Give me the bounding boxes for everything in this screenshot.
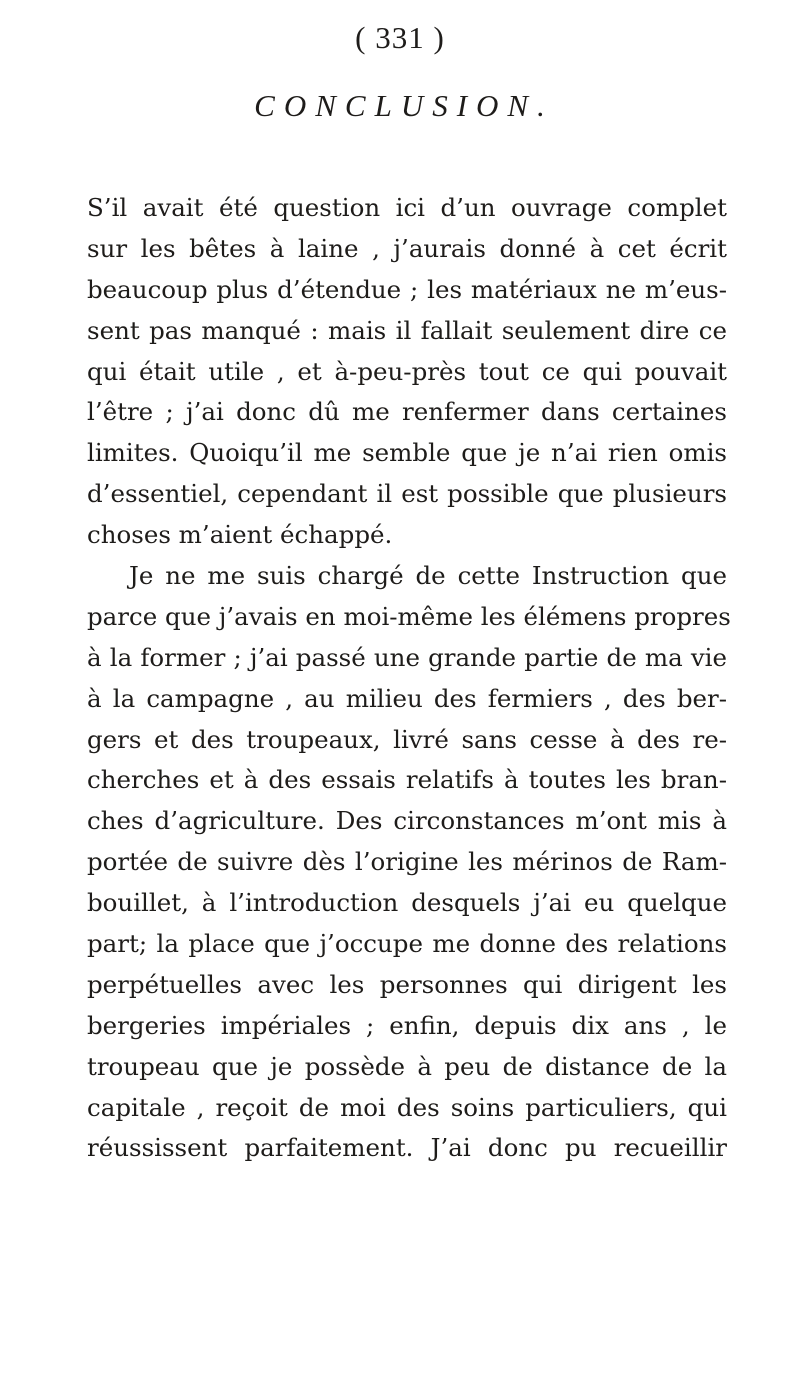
text-line: à la former ; j’ai passé une grande partie de ma vie — [87, 642, 727, 672]
body-text — [87, 188, 731, 1169]
page-number: ( 331 ) — [355, 20, 445, 55]
text-line: capitale , reçoit de moi des soins particuliers, qui — [87, 1092, 727, 1122]
text-line: cherches et à des essais relatifs à toutes les bran- — [87, 765, 727, 795]
text-line: sur les bêtes à laine , j’aurais donné à cet écrit — [87, 233, 727, 263]
chapter-title: CONCLUSION. — [254, 88, 554, 123]
text-line: sent pas manqué : mais il fallait seulement dire ce — [87, 315, 727, 345]
text-line: beaucoup plus d’étendue ; les matériaux ne m’eus- — [87, 274, 727, 304]
text-line: gers et des troupeaux, livré sans cesse à des re- — [87, 724, 727, 754]
text-line: ches d’agriculture. Des circonstances m’ont mis à — [87, 806, 727, 836]
text-line: qui était utile , et à-peu-près tout ce qui pouvait — [87, 356, 727, 386]
text-line: choses m’aient échappé. — [87, 520, 393, 550]
text-line: S’il avait été question ici d’un ouvrage complet — [87, 193, 727, 222]
text-line: Je ne me suis chargé de cette Instruction que — [129, 561, 727, 591]
text-line: portée de suivre dès l’origine les mérinos de Ram- — [87, 847, 727, 877]
text-line: réussissent parfaitement. J’ai donc pu recueillir — [87, 1133, 727, 1163]
text-line: bouillet, à l’introduction desquels j’ai eu quelque — [87, 888, 727, 918]
text-line: l’être ; j’ai donc dû me renfermer dans certaines — [87, 397, 727, 427]
text-line: perpétuelles avec les personnes qui dirigent les — [87, 969, 727, 999]
text-line: bergeries impériales ; enfin, depuis dix ans , le — [87, 1010, 727, 1040]
text-line: part; la place que j’occupe me donne des relations — [87, 929, 727, 959]
text-line: limites. Quoiqu’il me semble que je n’ai rien omis — [87, 438, 727, 468]
text-line: parce que j’avais en moi-même les élémens propres — [87, 601, 731, 631]
text-line: à la campagne , au milieu des fermiers , des ber- — [87, 683, 727, 713]
text-line: d’essentiel, cependant il est possible que plusieurs — [87, 479, 727, 509]
text-line: troupeau que je possède à peu de distance de la — [87, 1051, 727, 1081]
